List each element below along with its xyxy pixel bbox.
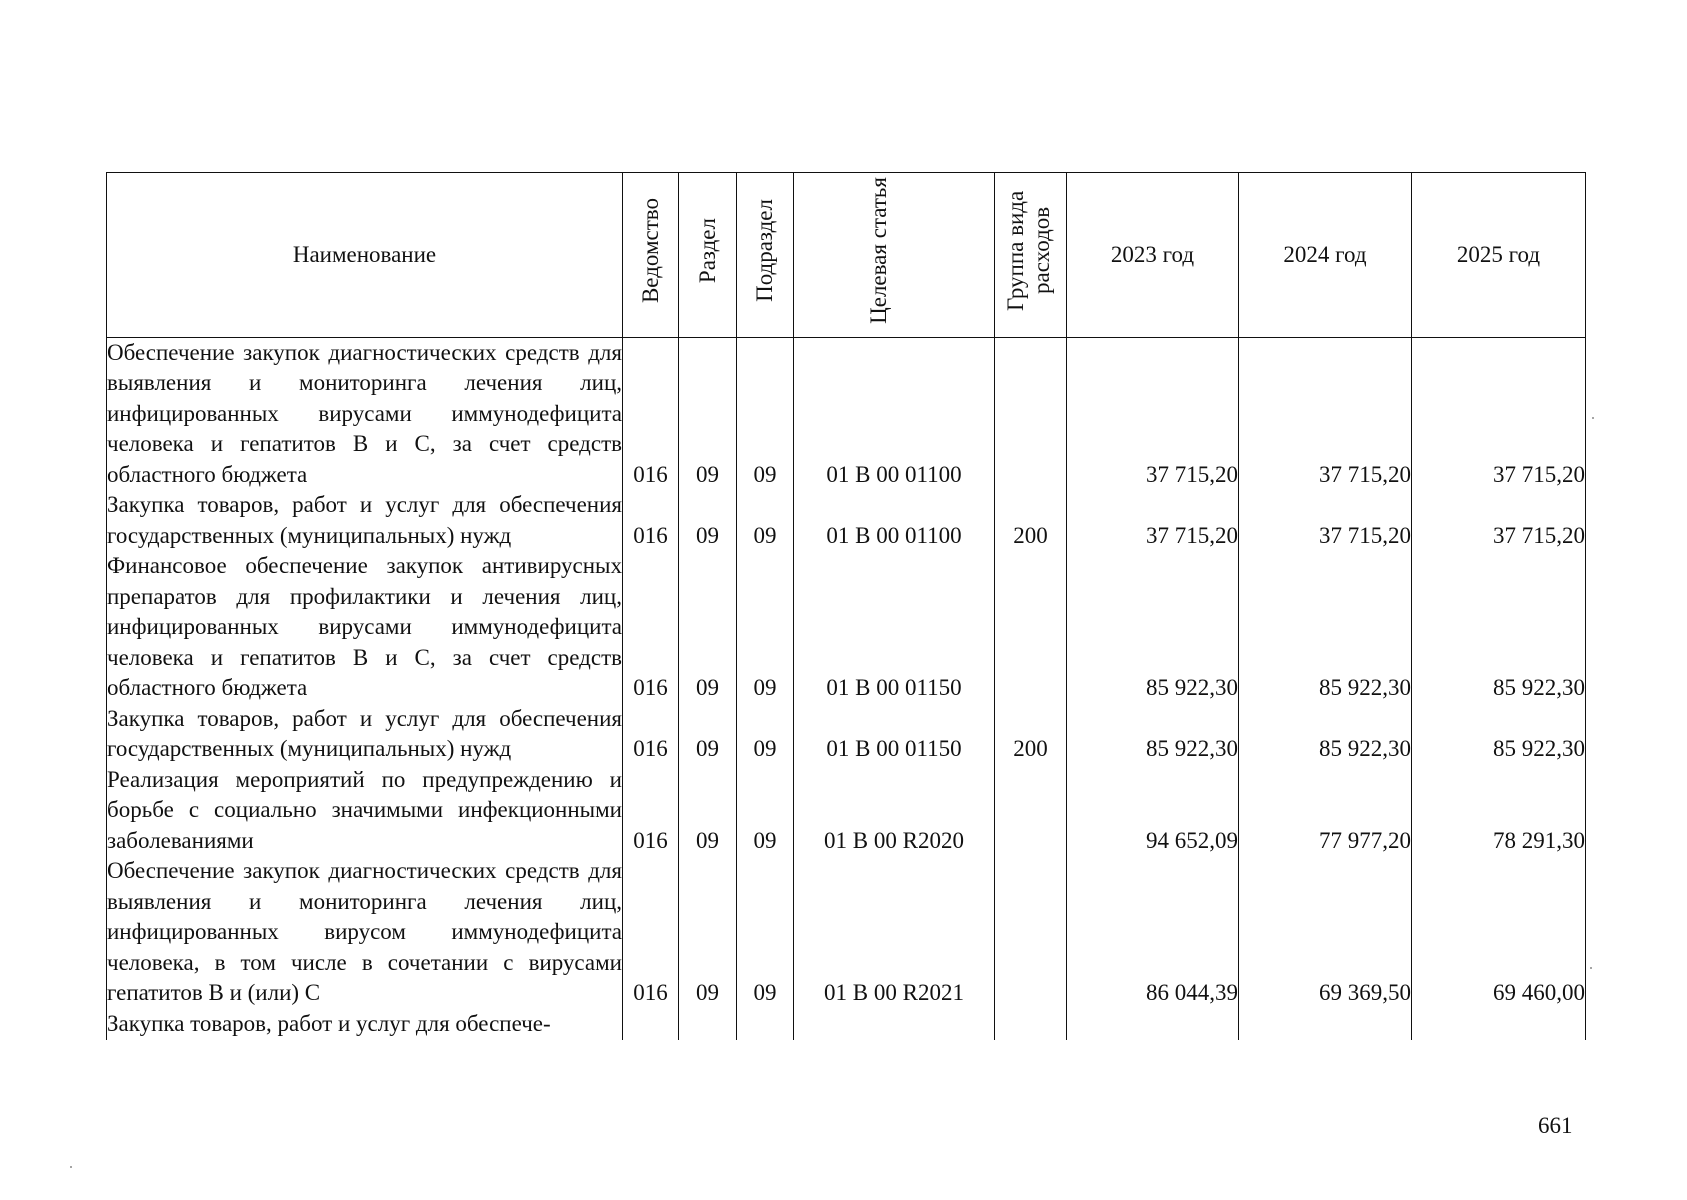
row-vedomstvo	[623, 1009, 679, 1040]
header-tselevaya-statya: Целевая статья	[794, 173, 995, 338]
row-2024: 85 922,30	[1239, 704, 1412, 765]
row-2024: 37 715,20	[1239, 490, 1412, 551]
table-row	[107, 551, 1586, 704]
row-2025: 37 715,20	[1412, 490, 1586, 551]
row-2024	[1239, 1009, 1412, 1040]
row-2025: 69 460,00	[1412, 856, 1586, 1009]
row-tselevaya-statya: 01 В 00 R2021	[794, 856, 995, 1009]
row-razdel: 09	[679, 704, 737, 765]
row-tselevaya-statya	[794, 1009, 995, 1040]
table-row	[107, 765, 1586, 857]
row-razdel	[679, 1009, 737, 1040]
row-vedomstvo: 016	[623, 704, 679, 765]
row-2024: 77 977,20	[1239, 765, 1412, 857]
header-name: Наименование	[107, 173, 623, 338]
row-podrazdel	[737, 1009, 794, 1040]
row-gruppa-vida-raskhodov	[995, 551, 1067, 704]
row-2024: 85 922,30	[1239, 551, 1412, 704]
row-gruppa-vida-raskhodov: 200	[995, 490, 1067, 551]
row-tselevaya-statya: 01 В 00 01150	[794, 551, 995, 704]
row-vedomstvo: 016	[623, 337, 679, 490]
row-tselevaya-statya: 01 В 00 R2020	[794, 765, 995, 857]
row-podrazdel: 09	[737, 704, 794, 765]
table-row	[107, 856, 1586, 1009]
scan-speck	[1592, 417, 1594, 419]
row-2025	[1412, 1009, 1586, 1040]
row-name: Обеспечение закупок диагностических средств для выявления и мониторинга лечения лиц, инфицированных вирусом иммунодефицита человека, в том числе в сочетании с вирусами гепатитов В и (или) С	[107, 856, 623, 1009]
row-name: Реализация мероприятий по предупреждению и борьбе с социально значимыми инфекционными заболеваниями	[107, 765, 623, 857]
scan-speck	[70, 1166, 72, 1168]
row-name: Закупка товаров, работ и услуг для обеспече-	[107, 1009, 623, 1040]
row-vedomstvo: 016	[623, 551, 679, 704]
row-tselevaya-statya: 01 В 00 01150	[794, 704, 995, 765]
row-podrazdel: 09	[737, 551, 794, 704]
row-razdel: 09	[679, 856, 737, 1009]
row-2025: 85 922,30	[1412, 704, 1586, 765]
scan-speck	[1590, 967, 1592, 969]
row-vedomstvo: 016	[623, 490, 679, 551]
table-row	[107, 1009, 1586, 1040]
row-2023: 37 715,20	[1067, 337, 1239, 490]
header-2023: 2023 год	[1067, 173, 1239, 338]
row-gruppa-vida-raskhodov	[995, 765, 1067, 857]
row-podrazdel: 09	[737, 856, 794, 1009]
row-tselevaya-statya: 01 В 00 01100	[794, 490, 995, 551]
row-name: Закупка товаров, работ и услуг для обеспечения государственных (муниципальных) нужд	[107, 704, 623, 765]
row-razdel: 09	[679, 490, 737, 551]
table-header-row	[107, 173, 1586, 338]
table-row	[107, 704, 1586, 765]
row-2023: 86 044,39	[1067, 856, 1239, 1009]
row-name: Финансовое обеспечение закупок антивирусных препаратов для профилактики и лечения лиц, инфицированных вирусами иммунодефицита человека и гепатитов В и С, за счет средств областного бюджета	[107, 551, 623, 704]
row-vedomstvo: 016	[623, 765, 679, 857]
row-2024: 69 369,50	[1239, 856, 1412, 1009]
row-name: Закупка товаров, работ и услуг для обеспечения государственных (муниципальных) нужд	[107, 490, 623, 551]
row-gruppa-vida-raskhodov	[995, 856, 1067, 1009]
budget-table	[106, 172, 1586, 1040]
header-vedomstvo: Ведомство	[623, 173, 679, 338]
row-name: Обеспечение закупок диагностических средств для выявления и мониторинга лечения лиц, инфицированных вирусами иммунодефицита человека и гепатитов В и С, за счет средств областного бюджета	[107, 337, 623, 490]
row-2025: 37 715,20	[1412, 337, 1586, 490]
row-2025: 78 291,30	[1412, 765, 1586, 857]
header-2025: 2025 год	[1412, 173, 1586, 338]
row-podrazdel: 09	[737, 490, 794, 551]
row-2023	[1067, 1009, 1239, 1040]
header-podrazdel: Подраздел	[737, 173, 794, 338]
row-2023: 37 715,20	[1067, 490, 1239, 551]
row-gruppa-vida-raskhodov: 200	[995, 704, 1067, 765]
row-podrazdel: 09	[737, 337, 794, 490]
row-razdel: 09	[679, 551, 737, 704]
page-number: 661	[1538, 1113, 1573, 1138]
table-row	[107, 490, 1586, 551]
row-2023: 85 922,30	[1067, 551, 1239, 704]
row-gruppa-vida-raskhodov	[995, 1009, 1067, 1040]
header-razdel: Раздел	[679, 173, 737, 338]
row-podrazdel: 09	[737, 765, 794, 857]
header-2024: 2024 год	[1239, 173, 1412, 338]
row-2025: 85 922,30	[1412, 551, 1586, 704]
row-2024: 37 715,20	[1239, 337, 1412, 490]
row-tselevaya-statya: 01 В 00 01100	[794, 337, 995, 490]
header-gruppa-vida-raskhodov: Группа вида расходов	[995, 173, 1067, 338]
row-razdel: 09	[679, 337, 737, 490]
table-row	[107, 337, 1586, 490]
row-2023: 85 922,30	[1067, 704, 1239, 765]
row-2023: 94 652,09	[1067, 765, 1239, 857]
row-razdel: 09	[679, 765, 737, 857]
row-gruppa-vida-raskhodov	[995, 337, 1067, 490]
row-vedomstvo: 016	[623, 856, 679, 1009]
